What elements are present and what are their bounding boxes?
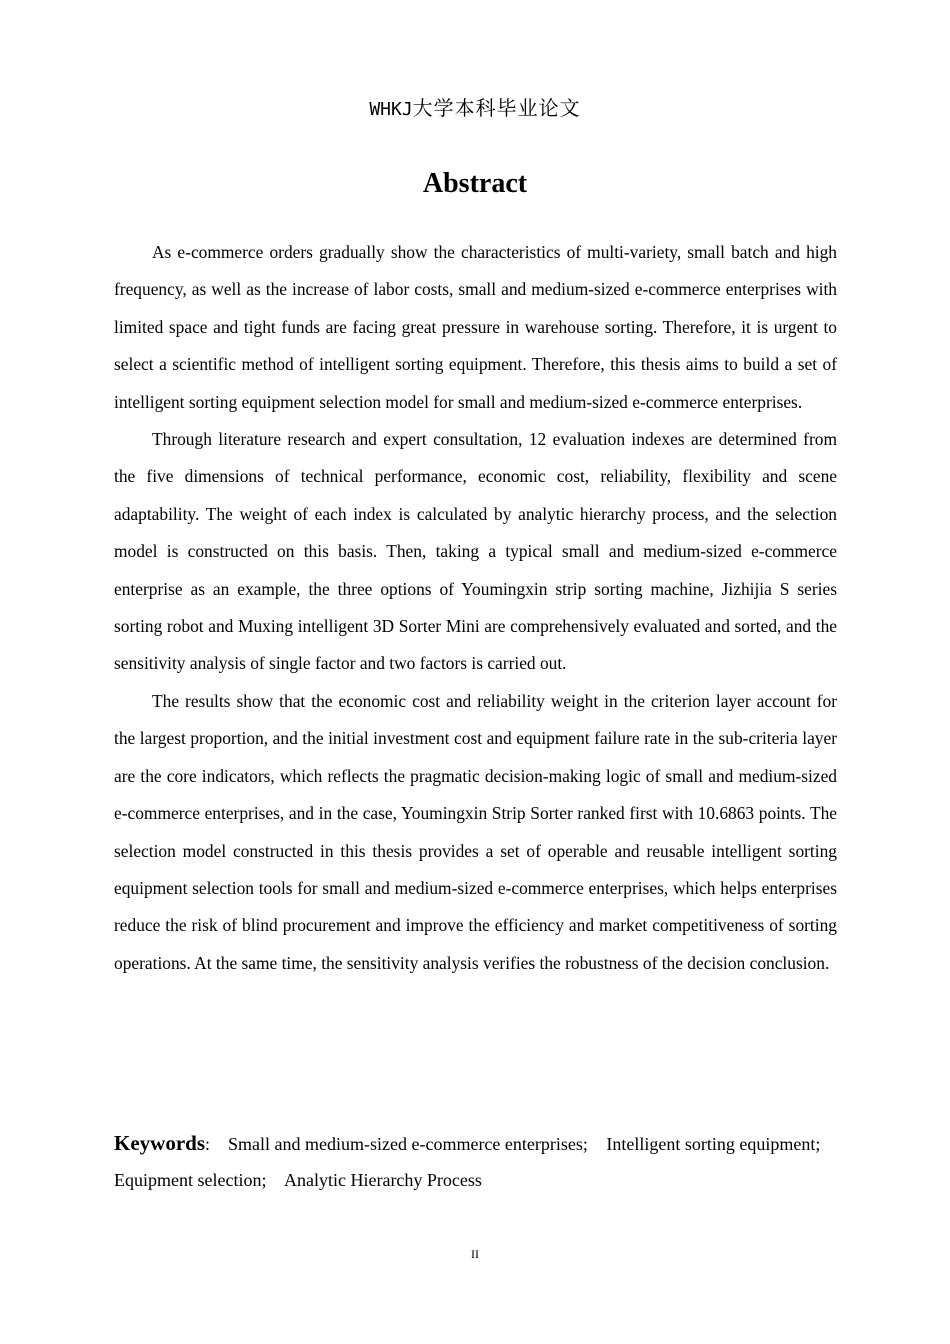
keywords-label: Keywords (114, 1131, 205, 1155)
abstract-body (114, 234, 837, 982)
keywords-section (114, 1125, 837, 1198)
abstract-paragraph-3: The results show that the economic cost and reliability weight in the criterion layer account for the largest proportion, and the initial investment cost and equipment failure rate in the sub-criteria layer are the core indicators, which reflects the pragmatic decision-making logic of small and medium-sized e-commerce enterprises, and in the case, Youmingxin Strip Sorter ranked first with 10.6863 points. The selection model constructed in this thesis provides a set of operable and reusable intelligent sorting equipment selection tools for small and medium-sized e-commerce enterprises, which helps enterprises reduce the risk of blind procurement and improve the efficiency and market competitiveness of sorting operations. At the same time, the sensitivity analysis verifies the robustness of the decision conclusion. (114, 690, 837, 973)
keyword-item: Equipment selection; (114, 1170, 267, 1190)
abstract-title: Abstract (422, 168, 528, 199)
keyword-item: Intelligent sorting equipment; (606, 1134, 821, 1154)
keyword-item: Small and medium-sized e-commerce enterprises; (228, 1134, 588, 1154)
keyword-item: Analytic Hierarchy Process (283, 1170, 482, 1190)
page-number: II (471, 1247, 479, 1261)
running-header (0, 96, 950, 122)
header-thesis-type: 大学本科毕业论文 (412, 96, 581, 120)
abstract-paragraph-1: As e-commerce orders gradually show the characteristics of multi-variety, small batch and high frequency, as well as the increase of labor costs, small and medium-sized e-commerce enterprises with limited space and tight funds are facing great pressure in warehouse sorting. Therefore, it is urgent to select a scientific method of intelligent sorting equipment. Therefore, this thesis aims to build a set of intelligent sorting equipment selection model for small and medium-sized e-commerce enterprises. (114, 242, 837, 412)
keywords-separator: : (205, 1134, 211, 1154)
header-institution-code: WHKJ (369, 99, 413, 120)
abstract-paragraph-2: Through literature research and expert consultation, 12 evaluation indexes are determined from the five dimensions of technical performance, economic cost, reliability, flexibility and scene adaptability. The weight of each index is calculated by analytic hierarchy process, and the selection model is constructed on this basis. Then, taking a typical small and medium-sized e-commerce enterprise as an example, the three options of Youmingxin strip sorting machine, Jizhijia S series sorting robot and Muxing intelligent 3D Sorter Mini are comprehensively evaluated and sorted, and the sensitivity analysis of single factor and two factors is carried out. (114, 429, 837, 674)
